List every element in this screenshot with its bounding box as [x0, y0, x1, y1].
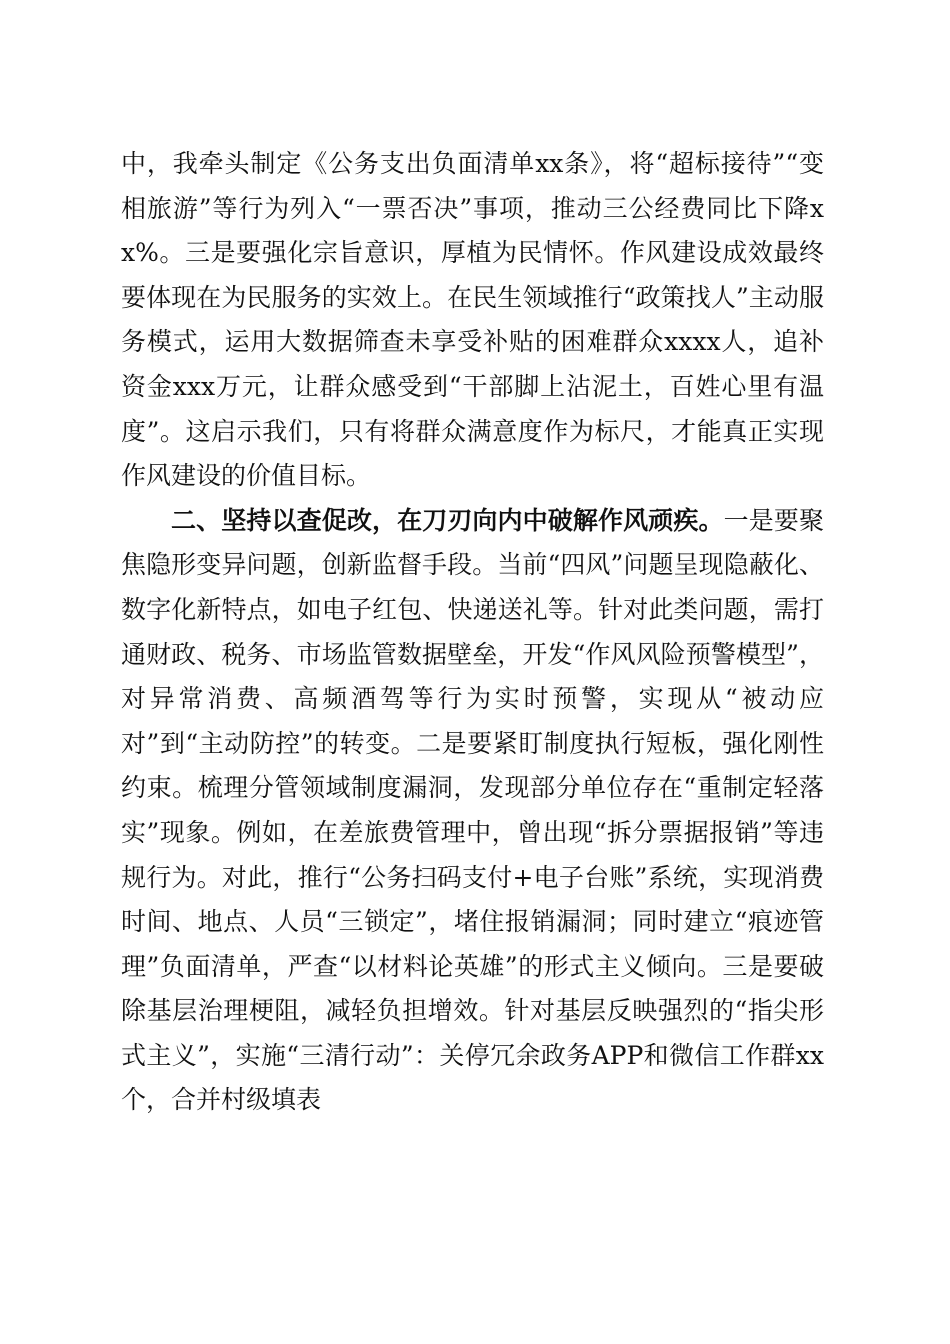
paragraph-2-text: 一是要聚焦隐形变异问题，创新监督手段。当前“四风”问题呈现隐蔽化、数字化新特点，如电子红包、快递送礼等。针对此类问题，需打通财政、税务、市场监管数据壁垒，开发“作风风险预警模型”，对异常消费、高频酒驾等行为实时预警，实现从“被动应对”到“主动防控”的转变。二是要紧盯制度执行短板，强化刚性约束。梳理分管领域制度漏洞，发现部分单位存在“重制定轻落实”现象。例如，在差旅费管理中，曾出现“拆分票据报销”等违规行为。对此，推行“公务扫码支付+电子台账”系统，实现消费时间、地点、人员“三锁定”，堵住报销漏洞；同时建立“痕迹管理”负面清单，严查“以材料论英雄”的形式主义倾向。三是要破除基层治理梗阻，减轻负担增效。针对基层反映强烈的“指尖形式主义”，实施“三清行动”：关停冗余政务APP和微信工作群xx个，合并村级填表	[121, 505, 824, 1115]
paragraph-section-two	[121, 499, 824, 1123]
paragraph-continued	[121, 142, 824, 499]
document-body	[121, 142, 824, 1123]
section-two-heading: 二、坚持以查促改，在刀刃向内中破解作风顽疾。	[171, 505, 724, 535]
paragraph-1-text: 中，我牵头制定《公务支出负面清单xx条》，将“超标接待”“变相旅游”等行为列入“一票否决”事项，推动三公经费同比下降xx%。三是要强化宗旨意识，厚植为民情怀。作风建设成效最终要体现在为民服务的实效上。在民生领域推行“政策找人”主动服务模式，运用大数据筛查未享受补贴的困难群众xxxx人，追补资金xxx万元，让群众感受到“干部脚上沾泥土，百姓心里有温度”。这启示我们，只有将群众满意度作为标尺，才能真正实现作风建设的价值目标。	[121, 149, 824, 491]
